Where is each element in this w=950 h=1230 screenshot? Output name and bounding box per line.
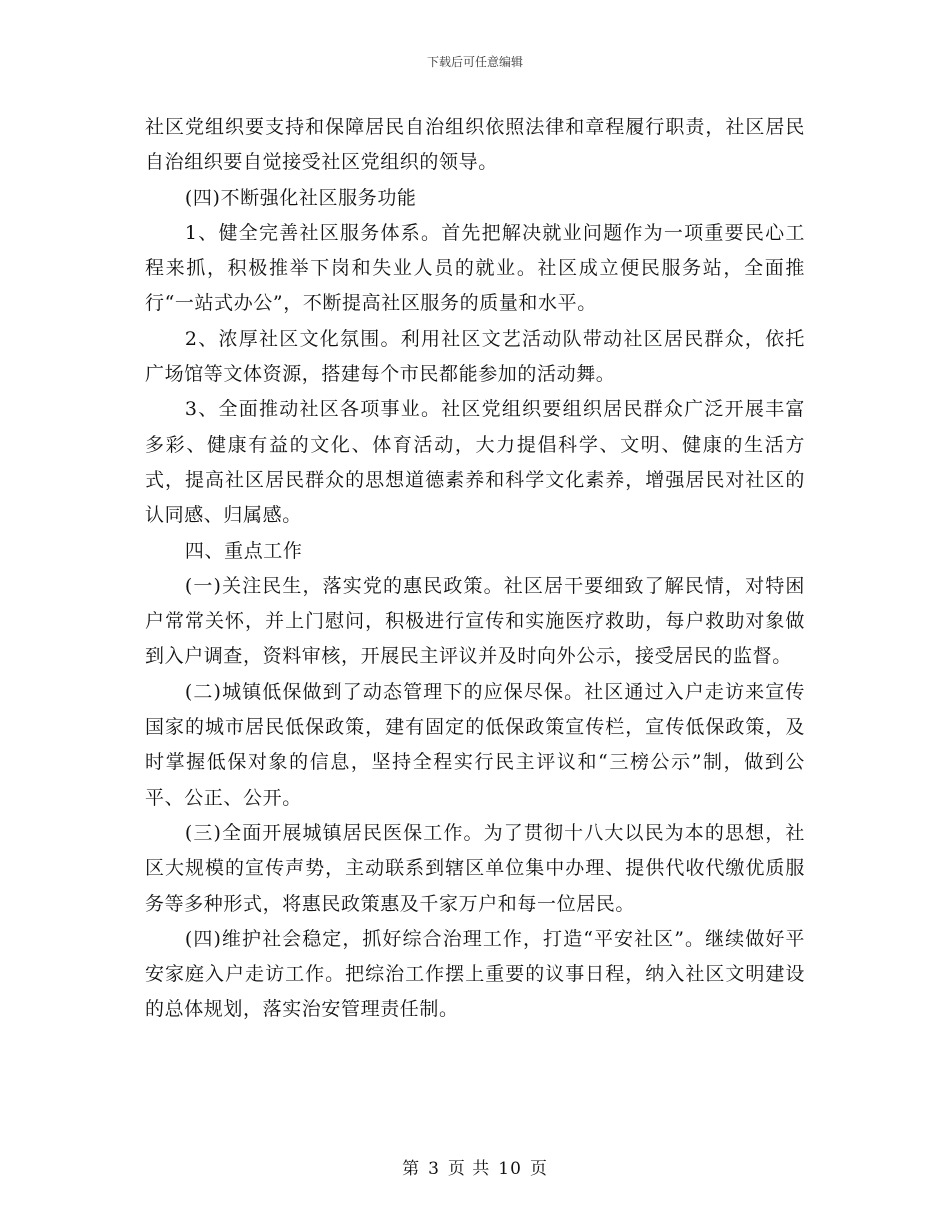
- paragraph-10: (四)维护社会稳定，抓好综合治理工作，打造“平安社区”。继续做好平安家庭入户走访工作。把综治工作摆上重要的议事日程，纳入社区文明建设的总体规划，落实治安管理责任制。: [145, 927, 805, 1021]
- footer-current-page: 3: [428, 1159, 440, 1179]
- paragraph-5: 3、全面推动社区各项事业。社区党组织要组织居民群众广泛开展丰富多彩、健康有益的文化、体育活动，大力提倡科学、文明、健康的生活方式，提高社区居民群众的思想道德素养和科学文化素养，增强居民对社区的认同感、归属感。: [145, 398, 805, 527]
- footer-prefix: 第: [402, 1159, 421, 1179]
- paragraph-2-heading: (四)不断强化社区服务功能: [184, 186, 417, 209]
- paragraph-4: 2、浓厚社区文化氛围。利用社区文艺活动队带动社区居民群众，依托广场馆等文体资源，搭建每个市民都能参加的活动舞。: [145, 327, 805, 386]
- document-body: [145, 110, 805, 1028]
- page-number-footer: [0, 1154, 950, 1179]
- footer-middle: 页 共: [447, 1159, 491, 1179]
- paragraph-1: 社区党组织要支持和保障居民自治组织依照法律和章程履行职责，社区居民自治组织要自觉接受社区党组织的领导。: [145, 116, 805, 174]
- paragraph-3: 1、健全完善社区服务体系。首先把解决就业问题作为一项重要民心工程来抓，积极推举下岗和失业人员的就业。社区成立便民服务站，全面推行“一站式办公”，不断提高社区服务的质量和水平。: [145, 221, 805, 315]
- paragraph-7: (一)关注民生，落实党的惠民政策。社区居干要细致了解民情，对特困户常常关怀，并上门慰问，积极进行宣传和实施医疗救助，每户救助对象做到入户调查，资料审核，开展民主评议并及时向外公示，接受居民的监督。: [145, 574, 805, 668]
- paragraph-6-heading: 四、重点工作: [184, 539, 303, 562]
- footer-suffix: 页: [529, 1159, 548, 1179]
- paragraph-9: (三)全面开展城镇居民医保工作。为了贯彻十八大以民为本的思想，社区大规模的宣传声势，主动联系到辖区单位集中办理、提供代收代缴优质服务等多种形式，将惠民政策惠及千家万户和每一位居民。: [145, 821, 805, 915]
- page-header-note: 下载后可任意编辑: [426, 55, 523, 69]
- paragraph-8: (二)城镇低保做到了动态管理下的应保尽保。社区通过入户走访来宣传国家的城市居民低保政策，建有固定的低保政策宣传栏，宣传低保政策，及时掌握低保对象的信息，坚持全程实行民主评议和“三榜公示”制，做到公平、公正、公开。: [145, 680, 805, 809]
- footer-total-pages: 10: [498, 1159, 522, 1179]
